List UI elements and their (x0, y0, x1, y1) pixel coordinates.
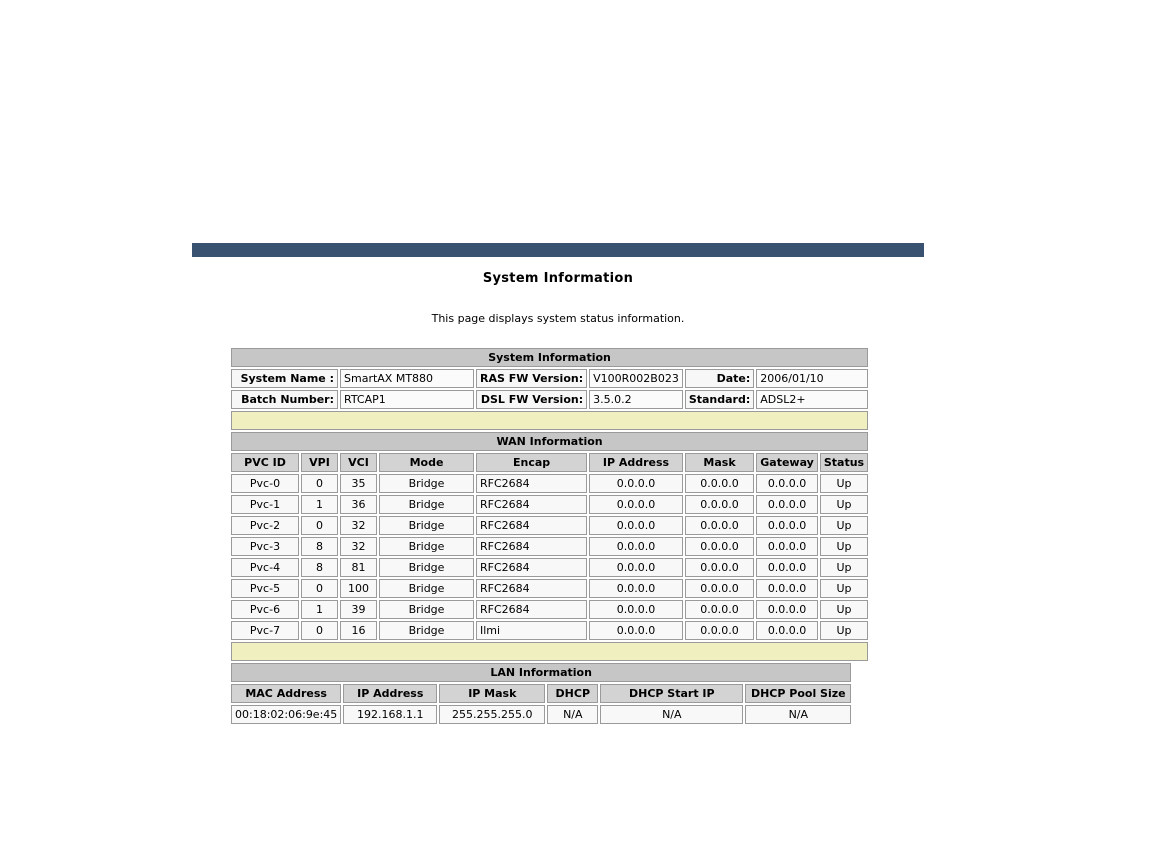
wan-cell-ip-address: 0.0.0.0 (589, 516, 683, 535)
wan-cell-gateway: 0.0.0.0 (756, 600, 818, 619)
wan-cell-vci: 39 (340, 600, 377, 619)
wan-cell-status: Up (820, 537, 868, 556)
lan-col-dhcp-start: DHCP Start IP (600, 684, 743, 703)
wan-table-row (231, 537, 868, 556)
wan-cell-pvc-id: Pvc-5 (231, 579, 299, 598)
wan-cell-ip-address: 0.0.0.0 (589, 600, 683, 619)
section-spacer (231, 642, 868, 661)
lan-info-header: LAN Information (231, 663, 851, 682)
wan-col-pvc-id: PVC ID (231, 453, 299, 472)
wan-cell-mode: Bridge (379, 516, 474, 535)
lan-dhcp-pool-value: N/A (745, 705, 851, 724)
lan-col-dhcp-pool: DHCP Pool Size (745, 684, 851, 703)
wan-cell-status: Up (820, 621, 868, 640)
wan-cell-status: Up (820, 516, 868, 535)
wan-cell-pvc-id: Pvc-2 (231, 516, 299, 535)
wan-table-row (231, 495, 868, 514)
wan-cell-vpi: 8 (301, 558, 338, 577)
wan-cell-mask: 0.0.0.0 (685, 579, 754, 598)
wan-cell-vpi: 1 (301, 495, 338, 514)
wan-cell-pvc-id: Pvc-3 (231, 537, 299, 556)
page-description: This page displays system status information. (431, 312, 685, 325)
wan-cell-mask: 0.0.0.0 (685, 558, 754, 577)
date-value: 2006/01/10 (756, 369, 868, 388)
lan-col-ip: IP Address (343, 684, 437, 703)
wan-cell-gateway: 0.0.0.0 (756, 495, 818, 514)
wan-col-mask: Mask (685, 453, 754, 472)
wan-cell-gateway: 0.0.0.0 (756, 579, 818, 598)
wan-cell-ip-address: 0.0.0.0 (589, 495, 683, 514)
wan-cell-status: Up (820, 558, 868, 577)
dsl-fw-label: DSL FW Version: (476, 390, 587, 409)
wan-cell-vpi: 0 (301, 474, 338, 493)
wan-cell-vci: 35 (340, 474, 377, 493)
wan-cell-encap: RFC2684 (476, 495, 587, 514)
wan-info-header: WAN Information (231, 432, 868, 451)
ras-fw-label: RAS FW Version: (476, 369, 587, 388)
system-information-table (229, 346, 870, 663)
standard-label: Standard: (685, 390, 754, 409)
wan-cell-encap: RFC2684 (476, 474, 587, 493)
wan-table-row (231, 579, 868, 598)
wan-cell-vpi: 0 (301, 621, 338, 640)
wan-col-status: Status (820, 453, 868, 472)
wan-cell-mode: Bridge (379, 621, 474, 640)
lan-column-headers (231, 684, 851, 703)
wan-cell-mode: Bridge (379, 600, 474, 619)
date-label: Date: (685, 369, 754, 388)
section-spacer (231, 411, 868, 430)
wan-cell-mode: Bridge (379, 558, 474, 577)
wan-cell-mask: 0.0.0.0 (685, 516, 754, 535)
wan-cell-encap: RFC2684 (476, 600, 587, 619)
wan-cell-gateway: 0.0.0.0 (756, 558, 818, 577)
wan-col-ip-address: IP Address (589, 453, 683, 472)
wan-table-row (231, 558, 868, 577)
wan-cell-vci: 32 (340, 537, 377, 556)
wan-cell-status: Up (820, 495, 868, 514)
wan-column-headers (231, 453, 868, 472)
wan-cell-mask: 0.0.0.0 (685, 537, 754, 556)
lan-ip-value: 192.168.1.1 (343, 705, 437, 724)
wan-cell-mode: Bridge (379, 579, 474, 598)
wan-cell-encap: RFC2684 (476, 516, 587, 535)
wan-cell-mask: 0.0.0.0 (685, 474, 754, 493)
dsl-fw-value: 3.5.0.2 (589, 390, 683, 409)
wan-cell-pvc-id: Pvc-4 (231, 558, 299, 577)
wan-col-mode: Mode (379, 453, 474, 472)
wan-cell-ip-address: 0.0.0.0 (589, 621, 683, 640)
wan-cell-vpi: 0 (301, 579, 338, 598)
wan-cell-ip-address: 0.0.0.0 (589, 537, 683, 556)
wan-cell-vci: 100 (340, 579, 377, 598)
wan-cell-mask: 0.0.0.0 (685, 495, 754, 514)
wan-cell-gateway: 0.0.0.0 (756, 516, 818, 535)
batch-number-value: RTCAP1 (340, 390, 474, 409)
wan-cell-encap: RFC2684 (476, 579, 587, 598)
wan-cell-mode: Bridge (379, 474, 474, 493)
lan-mask-value: 255.255.255.0 (439, 705, 545, 724)
wan-cell-gateway: 0.0.0.0 (756, 474, 818, 493)
lan-col-mac: MAC Address (231, 684, 341, 703)
wan-cell-ip-address: 0.0.0.0 (589, 579, 683, 598)
wan-cell-mode: Bridge (379, 495, 474, 514)
wan-table-row (231, 474, 868, 493)
wan-cell-vci: 16 (340, 621, 377, 640)
wan-col-vci: VCI (340, 453, 377, 472)
wan-table-row (231, 516, 868, 535)
wan-cell-encap: Ilmi (476, 621, 587, 640)
lan-row (231, 705, 851, 724)
lan-col-dhcp: DHCP (547, 684, 598, 703)
wan-cell-status: Up (820, 600, 868, 619)
page-title: System Information (482, 271, 634, 286)
wan-cell-gateway: 0.0.0.0 (756, 537, 818, 556)
wan-cell-status: Up (820, 474, 868, 493)
wan-cell-vpi: 8 (301, 537, 338, 556)
wan-cell-vpi: 1 (301, 600, 338, 619)
wan-cell-pvc-id: Pvc-6 (231, 600, 299, 619)
lan-dhcp-value: N/A (547, 705, 598, 724)
standard-value: ADSL2+ (756, 390, 868, 409)
wan-cell-encap: RFC2684 (476, 537, 587, 556)
lan-col-mask: IP Mask (439, 684, 545, 703)
wan-cell-vpi: 0 (301, 516, 338, 535)
system-name-label: System Name : (231, 369, 338, 388)
wan-cell-vci: 32 (340, 516, 377, 535)
wan-cell-pvc-id: Pvc-1 (231, 495, 299, 514)
wan-table-row (231, 621, 868, 640)
batch-number-label: Batch Number: (231, 390, 338, 409)
lan-information-table (229, 661, 853, 726)
wan-cell-mode: Bridge (379, 537, 474, 556)
ras-fw-value: V100R002B023 (589, 369, 683, 388)
system-name-value: SmartAX MT880 (340, 369, 474, 388)
wan-col-gateway: Gateway (756, 453, 818, 472)
wan-cell-pvc-id: Pvc-0 (231, 474, 299, 493)
wan-cell-status: Up (820, 579, 868, 598)
wan-cell-encap: RFC2684 (476, 558, 587, 577)
wan-cell-ip-address: 0.0.0.0 (589, 558, 683, 577)
wan-cell-mask: 0.0.0.0 (685, 621, 754, 640)
wan-cell-vci: 36 (340, 495, 377, 514)
wan-cell-pvc-id: Pvc-7 (231, 621, 299, 640)
wan-cell-vci: 81 (340, 558, 377, 577)
wan-cell-ip-address: 0.0.0.0 (589, 474, 683, 493)
top-banner-bar (192, 243, 924, 257)
wan-cell-gateway: 0.0.0.0 (756, 621, 818, 640)
wan-col-encap: Encap (476, 453, 587, 472)
lan-mac-value: 00:18:02:06:9e:45 (231, 705, 341, 724)
lan-dhcp-start-value: N/A (600, 705, 743, 724)
system-info-header: System Information (231, 348, 868, 367)
wan-cell-mask: 0.0.0.0 (685, 600, 754, 619)
wan-table-row (231, 600, 868, 619)
wan-col-vpi: VPI (301, 453, 338, 472)
